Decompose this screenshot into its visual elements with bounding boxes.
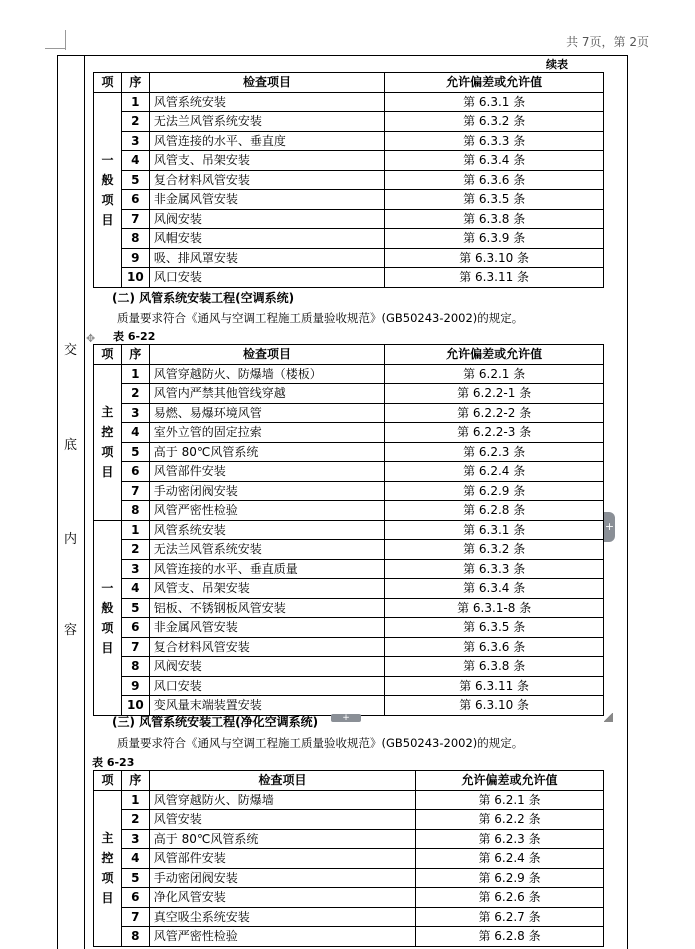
table-row (94, 112, 604, 132)
allowed-value: 第 6.2.2-1 条 (385, 384, 604, 404)
column-header-value: 允许偏差或允许值 (385, 73, 604, 93)
check-item: 风管严密性检验 (149, 501, 385, 521)
column-header-value: 允许偏差或允许值 (416, 771, 604, 791)
check-item: 室外立管的固定拉索 (149, 423, 385, 443)
row-number: 4 (121, 423, 149, 443)
left-label-char: 底 (64, 438, 78, 453)
row-number: 6 (121, 462, 149, 482)
row-number: 8 (121, 229, 149, 249)
table-row (94, 481, 604, 501)
table-row (94, 209, 604, 229)
allowed-value: 第 6.2.8 条 (385, 501, 604, 521)
check-item: 高于 80℃风管系统 (149, 829, 415, 849)
row-number: 5 (121, 170, 149, 190)
allowed-value: 第 6.2.1 条 (385, 364, 604, 384)
crop-mark-vertical (65, 30, 66, 50)
section-paragraph: 质量要求符合《通风与空调工程施工质量验收规范》(GB50243-2002)的规定。 (117, 736, 524, 750)
left-label-char: 内 (64, 532, 78, 547)
row-number: 5 (121, 868, 149, 888)
row-number: 8 (121, 927, 149, 947)
check-item: 风帽安装 (149, 229, 384, 249)
row-number: 7 (121, 907, 149, 927)
row-number: 4 (121, 849, 149, 869)
table-row (94, 907, 604, 927)
row-number: 8 (121, 657, 149, 677)
allowed-value: 第 6.3.6 条 (385, 637, 604, 657)
check-item: 风管系统安装 (149, 520, 385, 540)
check-item: 真空吸尘系统安装 (149, 907, 415, 927)
table-row (94, 92, 604, 112)
table-row (94, 598, 604, 618)
table-row (94, 442, 604, 462)
allowed-value: 第 6.3.8 条 (385, 209, 604, 229)
table-row (94, 520, 604, 540)
group-label: 主 控 项 目 (94, 364, 122, 520)
allowed-value: 第 6.3.6 条 (385, 170, 604, 190)
table-row (94, 676, 604, 696)
check-item: 风管连接的水平、垂直度 (149, 131, 384, 151)
column-header-item: 检查项目 (149, 771, 415, 791)
table-row (94, 829, 604, 849)
allowed-value: 第 6.3.1-8 条 (385, 598, 604, 618)
table-row (94, 810, 604, 830)
row-number: 1 (121, 790, 149, 810)
table-row (94, 384, 604, 404)
row-number: 2 (121, 540, 149, 560)
allowed-value: 第 6.3.4 条 (385, 579, 604, 599)
row-number: 6 (121, 618, 149, 638)
allowed-value: 第 6.3.3 条 (385, 131, 604, 151)
row-number: 3 (121, 131, 149, 151)
row-number: 2 (121, 810, 149, 830)
row-number: 9 (121, 676, 149, 696)
check-item: 风管支、吊架安装 (149, 579, 385, 599)
group-label: 一 般 项 目 (94, 92, 122, 287)
allowed-value: 第 6.2.9 条 (385, 481, 604, 501)
check-item: 复合材料风管安装 (149, 637, 385, 657)
allowed-value: 第 6.2.3 条 (385, 442, 604, 462)
allowed-value: 第 6.3.5 条 (385, 618, 604, 638)
group-label: 主 控 项 目 (94, 790, 122, 946)
allowed-value: 第 6.3.10 条 (385, 248, 604, 268)
allowed-value: 第 6.3.3 条 (385, 559, 604, 579)
row-number: 1 (121, 92, 149, 112)
page-counter: 共 7页，第 2页 (566, 35, 649, 49)
row-number: 3 (121, 403, 149, 423)
column-header-group: 项 (94, 771, 122, 791)
expand-side-panel-button[interactable]: + (604, 512, 615, 542)
table-row (94, 229, 604, 249)
allowed-value: 第 6.2.1 条 (416, 790, 604, 810)
section-heading: (三) 风管系统安装工程(净化空调系统) (112, 715, 319, 729)
table-row (94, 131, 604, 151)
allowed-value: 第 6.3.8 条 (385, 657, 604, 677)
check-item: 风阀安装 (149, 657, 385, 677)
check-item: 吸、排风罩安装 (149, 248, 384, 268)
row-number: 5 (121, 598, 149, 618)
allowed-value: 第 6.3.2 条 (385, 540, 604, 560)
row-number: 6 (121, 190, 149, 210)
check-item: 非金属风管安装 (149, 618, 385, 638)
column-header-group: 项 (94, 73, 122, 93)
allowed-value: 第 6.3.9 条 (385, 229, 604, 249)
table-row (94, 364, 604, 384)
check-item: 风管穿越防火、防爆墙 (149, 790, 415, 810)
allowed-value: 第 6.2.3 条 (416, 829, 604, 849)
row-number: 4 (121, 151, 149, 171)
allowed-value: 第 6.3.5 条 (385, 190, 604, 210)
allowed-value: 第 6.3.10 条 (385, 696, 604, 716)
continued-label: 续表 (546, 58, 568, 71)
check-item: 风管严密性检验 (149, 927, 415, 947)
check-item: 变风量末端装置安装 (149, 696, 385, 716)
table-row (94, 868, 604, 888)
row-number: 6 (121, 888, 149, 908)
table-row (94, 579, 604, 599)
table-row (94, 637, 604, 657)
table-row (94, 423, 604, 443)
allowed-value: 第 6.2.2-3 条 (385, 423, 604, 443)
check-item: 高于 80℃风管系统 (149, 442, 385, 462)
row-number: 10 (121, 268, 149, 288)
row-number: 8 (121, 501, 149, 521)
table-header-row (94, 345, 604, 365)
check-item: 风口安装 (149, 676, 385, 696)
check-item: 非金属风管安装 (149, 190, 384, 210)
allowed-value: 第 6.2.9 条 (416, 868, 604, 888)
column-header-seq: 序 (121, 345, 149, 365)
check-item: 手动密闭阀安装 (149, 481, 385, 501)
column-header-seq: 序 (121, 73, 149, 93)
check-item: 易燃、易爆环境风管 (149, 403, 385, 423)
row-number: 3 (121, 559, 149, 579)
left-label-char: 交 (64, 343, 78, 358)
table-row (94, 248, 604, 268)
row-number: 1 (121, 364, 149, 384)
check-item: 手动密闭阀安装 (149, 868, 415, 888)
allowed-value: 第 6.3.11 条 (385, 268, 604, 288)
group-label: 一 般 项 目 (94, 520, 122, 715)
row-number: 7 (121, 481, 149, 501)
allowed-value: 第 6.2.8 条 (416, 927, 604, 947)
crop-mark-horizontal (45, 48, 65, 49)
row-number: 2 (121, 384, 149, 404)
table-row (94, 618, 604, 638)
column-header-item: 检查项目 (149, 73, 384, 93)
table-row (94, 268, 604, 288)
check-item: 风管内严禁其他管线穿越 (149, 384, 385, 404)
allowed-value: 第 6.2.2 条 (416, 810, 604, 830)
row-number: 3 (121, 829, 149, 849)
table-row (94, 927, 604, 947)
table-row (94, 540, 604, 560)
table-row (94, 151, 604, 171)
check-item: 风管系统安装 (149, 92, 384, 112)
allowed-value: 第 6.3.2 条 (385, 112, 604, 132)
table-row (94, 849, 604, 869)
inspection-table-6-23 (93, 770, 604, 947)
inspection-table-continued (93, 72, 604, 288)
table-row (94, 170, 604, 190)
row-number: 9 (121, 248, 149, 268)
table-row (94, 190, 604, 210)
allowed-value: 第 6.2.2-2 条 (385, 403, 604, 423)
check-item: 净化风管安装 (149, 888, 415, 908)
check-item: 风管支、吊架安装 (149, 151, 384, 171)
allowed-value: 第 6.3.11 条 (385, 676, 604, 696)
allowed-value: 第 6.2.4 条 (416, 849, 604, 869)
allowed-value: 第 6.2.4 条 (385, 462, 604, 482)
table-label: 表 6-23 (92, 756, 135, 769)
row-number: 5 (121, 442, 149, 462)
section-paragraph: 质量要求符合《通风与空调工程施工质量验收规范》(GB50243-2002)的规定。 (117, 311, 524, 325)
table-header-row (94, 73, 604, 93)
row-number: 1 (121, 520, 149, 540)
allowed-value: 第 6.3.4 条 (385, 151, 604, 171)
column-header-seq: 序 (121, 771, 149, 791)
column-header-item: 检查项目 (149, 345, 385, 365)
add-row-button[interactable]: + (331, 714, 361, 722)
check-item: 无法兰风管系统安装 (149, 112, 384, 132)
check-item: 复合材料风管安装 (149, 170, 384, 190)
table-label: 表 6-22 (113, 330, 156, 343)
left-label-char: 容 (64, 623, 78, 638)
inspection-table-6-22 (93, 344, 604, 716)
row-number: 2 (121, 112, 149, 132)
row-number: 7 (121, 209, 149, 229)
table-row (94, 501, 604, 521)
check-item: 铝板、不锈钢板风管安装 (149, 598, 385, 618)
section-heading: (二) 风管系统安装工程(空调系统) (112, 291, 295, 305)
row-number: 7 (121, 637, 149, 657)
check-item: 风口安装 (149, 268, 384, 288)
allowed-value: 第 6.2.7 条 (416, 907, 604, 927)
check-item: 风管连接的水平、垂直质量 (149, 559, 385, 579)
table-row (94, 403, 604, 423)
table-header-row (94, 771, 604, 791)
row-number: 10 (121, 696, 149, 716)
check-item: 风管穿越防火、防爆墙（楼板） (149, 364, 385, 384)
row-number: 4 (121, 579, 149, 599)
allowed-value: 第 6.3.1 条 (385, 520, 604, 540)
check-item: 无法兰风管系统安装 (149, 540, 385, 560)
column-header-value: 允许偏差或允许值 (385, 345, 604, 365)
allowed-value: 第 6.2.6 条 (416, 888, 604, 908)
column-header-group: 项 (94, 345, 122, 365)
allowed-value: 第 6.3.1 条 (385, 92, 604, 112)
table-row (94, 559, 604, 579)
table-row (94, 790, 604, 810)
left-label-column (58, 56, 85, 949)
table-row (94, 888, 604, 908)
check-item: 风管安装 (149, 810, 415, 830)
table-move-handle-icon[interactable]: ✥ (86, 332, 96, 345)
check-item: 风管部件安装 (149, 849, 415, 869)
table-resize-handle-icon[interactable] (604, 713, 613, 722)
check-item: 风阀安装 (149, 209, 384, 229)
table-row (94, 462, 604, 482)
check-item: 风管部件安装 (149, 462, 385, 482)
table-row (94, 657, 604, 677)
